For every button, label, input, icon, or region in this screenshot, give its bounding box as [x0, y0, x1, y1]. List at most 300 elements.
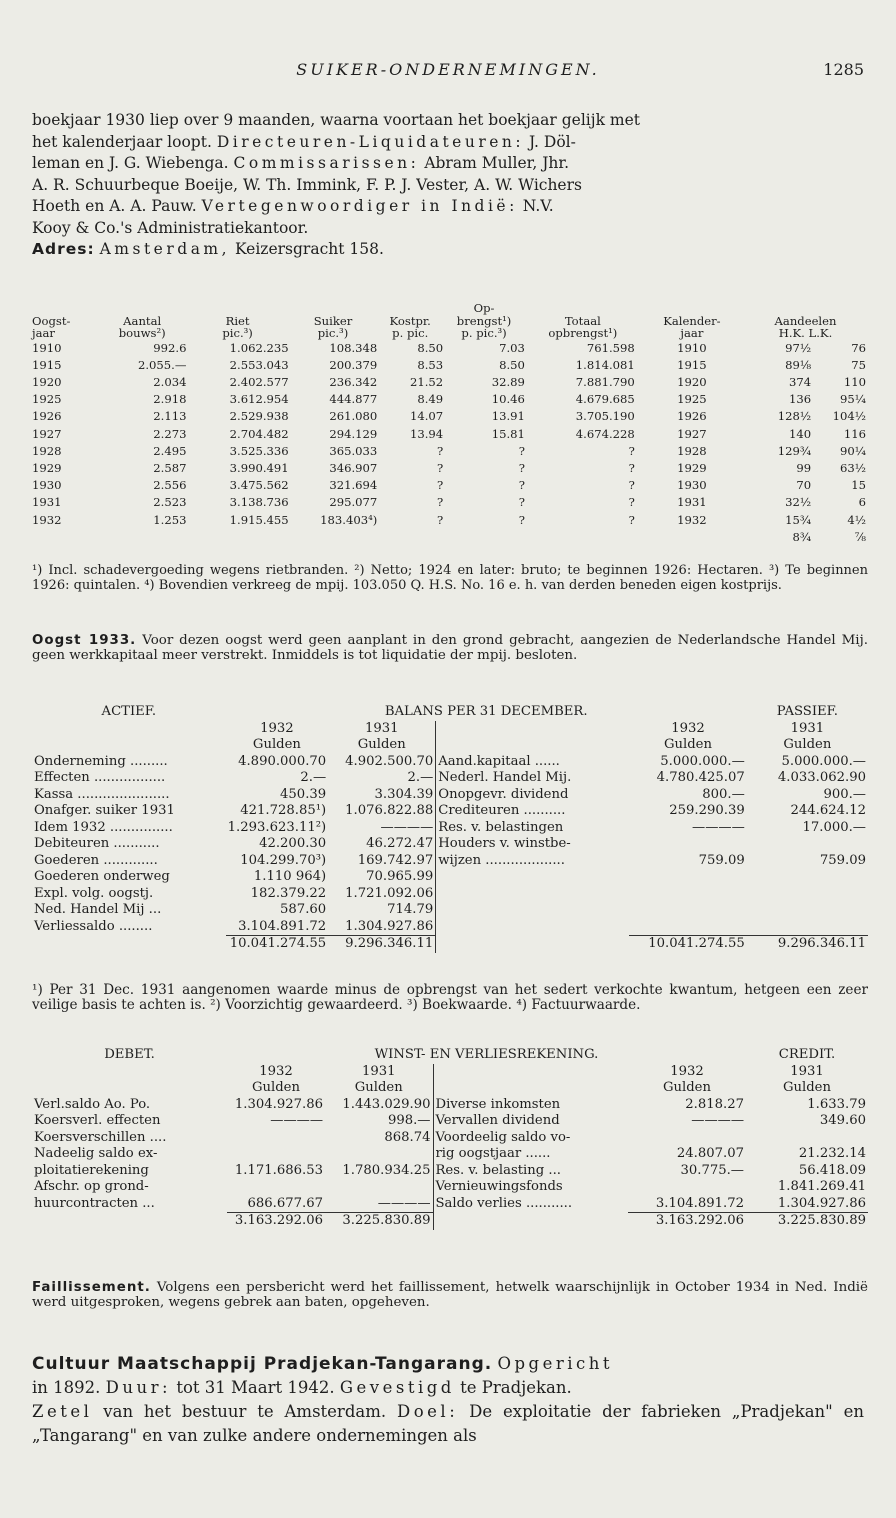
table-cell: 13.94	[409, 426, 444, 441]
blank	[436, 936, 629, 953]
production-table	[32, 302, 868, 546]
account-row	[32, 803, 868, 820]
blank	[433, 1080, 628, 1097]
account-label	[436, 902, 629, 919]
column-heading: 1932	[259, 1063, 293, 1079]
total-amount: 9.296.346.11	[747, 936, 868, 953]
totals-row	[32, 936, 868, 953]
table-cell: 136	[789, 392, 812, 407]
table-cell: 8.49	[417, 392, 444, 407]
table-row	[32, 512, 868, 529]
blank	[32, 1064, 227, 1081]
cultuur-line: Cultuur Maatschappij Pradjekan-Tangarang. Opgericht	[32, 1354, 614, 1374]
account-title: WINST- EN VERLIESREKENING.	[374, 1047, 599, 1062]
table-cell: 183.403⁴)	[320, 512, 378, 527]
account-amount	[747, 869, 868, 886]
table-cell: 1910	[32, 340, 62, 355]
production-footnotes: ¹) Incl. schadevergoeding wegens rietbranden. ²) Netto; 1924 en later: bruto; te beginnen 1926: Hectaren. ³) Te beginnen 1926: quintalen. ⁴) Bovendien verkreeg de mpij. 103.050 Q. H.S. No. 16 e. h. van derden beneden eigen kostprijs.	[32, 563, 868, 593]
intro-line: Hoeth en A. A. Pauw. Vertegenwoordiger in Indië: N.V.	[32, 197, 554, 215]
account-amount: 1.304.927.86	[234, 1096, 323, 1112]
account-label: Vervallen dividend	[433, 1113, 628, 1130]
table-cell: ?	[628, 460, 635, 475]
total-amount: 9.296.346.11	[328, 936, 436, 953]
table-cell: 21.52	[409, 374, 444, 389]
account-label: Ned. Handel Mij ...	[34, 902, 162, 917]
table-cell	[377, 529, 443, 546]
production-header-cell: Aantal bouws²)	[118, 313, 166, 340]
account-label: Effecten .................	[34, 770, 166, 785]
account-amount	[747, 919, 868, 936]
account-amount: 800.—	[702, 786, 745, 802]
table-cell: ⅞	[854, 529, 866, 544]
account-label: huurcontracten ...	[34, 1195, 155, 1211]
blank	[436, 721, 629, 738]
table-row	[32, 443, 868, 460]
table-cell	[186, 529, 288, 546]
account-label: Onderneming .........	[34, 753, 168, 769]
account-label	[436, 886, 629, 903]
currency-row	[32, 737, 868, 754]
table-cell: 75	[851, 357, 866, 372]
right-side-heading: CREDIT.	[778, 1047, 836, 1062]
table-cell: 1915	[32, 357, 62, 372]
column-heading: 1931	[790, 720, 825, 736]
table-cell: 104½	[832, 409, 866, 424]
table-cell: 992.6	[153, 340, 187, 355]
account-amount: 17.000.—	[802, 819, 866, 835]
account-amount: 4.033.062.90	[777, 770, 866, 785]
table-cell: 2.523	[153, 495, 187, 510]
column-heading: Gulden	[783, 737, 832, 752]
table-cell: 3.475.562	[229, 478, 289, 493]
intro-line: leman en J. G. Wiebenga. Commissarissen: Abram Muller, Jhr.	[32, 154, 570, 172]
column-heading: 1931	[790, 1063, 824, 1079]
table-row	[32, 529, 868, 546]
right-side-heading: PASSIEF.	[776, 704, 838, 719]
balance-footnotes: ¹) Per 31 Dec. 1931 aangenomen waarde minus de opbrengst van het sedert verkochte kwantum, hetgeen een zeer veilige basis te achten is. ²) Voorzichtig gewaardeerd. ³) Boekwaarde. ⁴) Factuurwaarde.	[32, 982, 868, 1013]
production-header-cell: Aandeelen H.K. L.K.	[774, 313, 837, 340]
total-amount: 3.225.830.89	[325, 1213, 433, 1230]
table-cell: ?	[436, 443, 444, 458]
account-label: Onopgevr. dividend	[436, 787, 629, 804]
account-amount: 998.—	[387, 1113, 431, 1128]
column-heading: 1932	[260, 720, 294, 736]
blank	[32, 1213, 227, 1230]
intro-line: A. R. Schuurbeque Boeije, W. Th. Immink, F. P. J. Vester, A. W. Wichers	[32, 175, 582, 194]
account-label: Nederl. Handel Mij.	[436, 770, 629, 787]
account-amount	[629, 902, 747, 919]
account-row	[32, 1113, 868, 1130]
production-header-cell: Op- brengst¹) p. pic.³)	[456, 301, 512, 340]
account-label: Idem 1932 ...............	[34, 819, 173, 835]
account-amount: 421.728.85¹)	[240, 803, 327, 818]
table-cell: 1930	[677, 478, 707, 493]
account-amount	[746, 1130, 868, 1147]
column-heading: 1932	[670, 1063, 704, 1079]
table-cell: 1910	[677, 340, 707, 355]
account-amount: 686.677.67	[247, 1195, 323, 1211]
table-cell: 15.81	[491, 426, 525, 441]
table-cell: 236.342	[329, 374, 378, 389]
account-label: Afschr. op grond-	[34, 1179, 149, 1194]
table-cell: ?	[436, 512, 444, 527]
account-amount	[629, 836, 747, 853]
account-row	[32, 836, 868, 853]
account-amount: 70.965.99	[366, 869, 434, 884]
table-row	[32, 460, 868, 477]
table-cell: 4.679.685	[575, 392, 635, 407]
table-cell: 2.704.482	[229, 426, 289, 441]
table-cell: 2.553.043	[229, 357, 289, 372]
address-line: Adres: Amsterdam, Keizersgracht 158.	[32, 240, 384, 258]
account-amount: 5.000.000.—	[660, 753, 745, 769]
account-amount: 42.200.30	[259, 836, 327, 851]
table-row	[32, 391, 868, 408]
account-amount: 759.09	[819, 852, 866, 868]
table-cell: 2.034	[153, 374, 187, 389]
account-amount: 1.721.092.06	[345, 885, 434, 901]
table-cell: 76	[851, 340, 866, 355]
account-amount	[325, 1179, 433, 1196]
account-amount: 259.290.39	[669, 803, 745, 818]
account-amount: ————	[270, 1113, 323, 1128]
blank	[32, 936, 226, 953]
table-cell: ?	[518, 478, 525, 493]
account-label: Vernieuwingsfonds	[433, 1179, 628, 1196]
table-cell: 1931	[677, 495, 707, 510]
account-label: rig oogstjaar ......	[433, 1146, 628, 1163]
table-cell: 4.674.228	[575, 426, 635, 441]
cultuur-paragraph	[32, 1352, 864, 1448]
table-cell: 2.055.—	[137, 357, 187, 372]
production-header-cell: Riet pic.³)	[222, 313, 253, 340]
account-amount: 759.09	[698, 852, 745, 868]
table-cell: 1.915.455	[229, 512, 289, 527]
table-cell: 6	[858, 495, 866, 510]
table-cell: 200.379	[329, 357, 378, 372]
account-amount	[629, 919, 747, 936]
account-label: Kassa ......................	[34, 786, 170, 802]
table-cell: 140	[789, 426, 812, 441]
account-amount: ————	[692, 819, 745, 835]
account-amount: 30.775.—	[680, 1162, 744, 1178]
table-cell: 1930	[32, 478, 62, 493]
table-cell: 374	[789, 374, 812, 389]
table-cell	[98, 529, 187, 546]
account-amount: 868.74	[384, 1129, 431, 1145]
account-amount: 2.818.27	[685, 1096, 744, 1112]
year-row	[32, 1064, 868, 1081]
table-cell: 128½	[777, 409, 812, 424]
table-cell: ?	[518, 512, 525, 527]
table-cell: 1932	[32, 512, 62, 527]
table-cell: 1928	[677, 443, 707, 458]
table-cell: 14.07	[409, 409, 444, 424]
table-cell: 1926	[32, 409, 62, 424]
account-label: Diverse inkomsten	[433, 1097, 628, 1114]
table-cell: 3.612.954	[229, 392, 289, 407]
account-label: Res. v. belasting ...	[433, 1163, 628, 1180]
table-cell: 1920	[677, 374, 707, 389]
table-cell: 3.138.736	[229, 495, 289, 510]
account-amount: 1.076.822.88	[345, 803, 434, 818]
account-amount: 1.304.927.86	[345, 918, 434, 934]
column-heading: 1931	[364, 720, 399, 736]
table-cell: 97½	[785, 340, 812, 355]
table-row	[32, 374, 868, 391]
account-title-row	[32, 1047, 868, 1064]
account-amount: 4.890.000.70	[238, 753, 327, 769]
table-cell: 1.253	[153, 512, 187, 527]
intro-line: het kalenderjaar loopt. Directeuren-Liquidateuren: J. Döl-	[32, 132, 576, 151]
table-cell: ?	[518, 495, 525, 510]
account-amount	[747, 886, 868, 903]
account-amount	[628, 1130, 746, 1147]
faillissement-paragraph: Faillissement. Volgens een persbericht werd het faillissement, hetwelk waarschijnlijk in October 1934 in Ned. Indië werd uitgesproken, wegens gebrek aan baten, opgeheven.	[32, 1280, 868, 1310]
total-amount: 3.225.830.89	[746, 1213, 868, 1230]
column-heading: Gulden	[664, 737, 712, 752]
table-cell: 15	[851, 478, 866, 493]
account-amount: 4.902.500.70	[345, 753, 434, 769]
table-cell: 2.556	[153, 478, 187, 493]
account-amount: 450.39	[280, 786, 327, 802]
account-label: Debiteuren ...........	[34, 836, 160, 851]
running-title: SUIKER-ONDERNEMINGEN.	[296, 60, 600, 79]
table-cell: 1927	[677, 426, 707, 441]
account-amount	[747, 902, 868, 919]
account-label: Koersverl. effecten	[34, 1113, 161, 1128]
currency-row	[32, 1080, 868, 1097]
table-cell: 1915	[677, 357, 707, 372]
account-amount: 104.299.70³)	[240, 852, 327, 868]
account-amount	[747, 836, 868, 853]
account-amount	[629, 886, 747, 903]
table-cell: 1.062.235	[229, 340, 289, 355]
table-cell: 129¾	[777, 443, 812, 458]
table-cell: 110	[843, 374, 866, 389]
account-amount: ————	[380, 819, 434, 835]
account-amount: ————	[377, 1195, 431, 1211]
table-cell	[289, 529, 378, 546]
account-label: Saldo verlies ...........	[433, 1196, 628, 1213]
column-heading: 1931	[361, 1063, 396, 1079]
account-amount: 1.443.029.90	[342, 1096, 431, 1112]
blank	[32, 1080, 227, 1097]
table-row	[32, 340, 868, 357]
account-amount: 56.418.09	[798, 1162, 866, 1178]
table-cell: 32½	[785, 495, 812, 510]
table-cell: 2.273	[153, 426, 187, 441]
production-header-row	[32, 302, 868, 340]
table-cell: ?	[518, 460, 525, 475]
account-label	[436, 919, 629, 936]
account-label: Koersverschillen ....	[34, 1129, 167, 1145]
account-amount: 46.272.47	[366, 836, 434, 851]
account-amount: 169.742.97	[357, 852, 434, 868]
account-label: Goederen onderweg	[34, 869, 170, 884]
account-amount: 1.633.79	[807, 1096, 866, 1112]
account-amount: 714.79	[387, 902, 434, 917]
account-amount: 1.304.927.86	[777, 1195, 866, 1211]
table-cell: ?	[628, 495, 635, 510]
account-amount: 1.841.269.41	[777, 1179, 866, 1194]
account-label: Crediteuren ..........	[436, 803, 629, 820]
account-amount: 3.104.891.72	[655, 1195, 744, 1211]
table-cell: 10.46	[491, 392, 525, 407]
production-header-cell: Kalender- jaar	[663, 313, 721, 340]
production-header-cell: Kostpr. p. pic.	[389, 313, 431, 340]
table-cell: 32.89	[491, 374, 525, 389]
page-number: 1285	[823, 60, 864, 79]
table-row	[32, 426, 868, 443]
account-label: Verl.saldo Ao. Po.	[34, 1096, 151, 1112]
account-amount: 244.624.12	[790, 803, 866, 818]
account-row	[32, 1130, 868, 1147]
blank	[433, 1064, 628, 1081]
table-row	[32, 408, 868, 425]
account-row	[32, 853, 868, 870]
account-amount: 182.379.22	[250, 885, 327, 901]
account-label: Onafger. suiker 1931	[34, 803, 175, 818]
account-amount: 2.—	[300, 770, 327, 785]
column-heading: Gulden	[663, 1080, 711, 1095]
blank	[436, 737, 629, 754]
table-cell: 1927	[32, 426, 62, 441]
table-cell: 1920	[32, 374, 62, 389]
account-amount	[629, 869, 747, 886]
table-cell: ?	[628, 443, 635, 458]
table-cell: 70	[796, 478, 812, 493]
intro-paragraph	[32, 110, 864, 261]
table-cell: 8¾	[792, 529, 812, 544]
production-header-cell: Totaal opbrengst¹)	[548, 313, 618, 340]
blank	[433, 1213, 628, 1230]
account-label: Aand.kapitaal ......	[436, 754, 629, 771]
account-label: Houders v. winstbe-	[436, 836, 629, 853]
account-label: Res. v. belastingen	[436, 820, 629, 837]
total-amount: 3.163.292.06	[227, 1213, 325, 1230]
account-row	[32, 1196, 868, 1213]
account-title-row	[32, 704, 868, 721]
account-row	[32, 787, 868, 804]
column-heading: Gulden	[783, 1080, 831, 1095]
account-row	[32, 820, 868, 837]
table-cell: 99	[796, 460, 812, 475]
table-row	[32, 357, 868, 374]
column-heading: 1932	[671, 720, 705, 736]
table-cell: 7.881.790	[575, 374, 635, 389]
table-cell: 1931	[32, 495, 62, 510]
intro-line: boekjaar 1930 liep over 9 maanden, waarna voortaan het boekjaar gelijk met	[32, 111, 640, 129]
account-label: Verliessaldo ........	[34, 918, 153, 934]
account-amount: 5.000.000.—	[781, 753, 866, 769]
production-header-cell: Oogst- jaar	[32, 313, 71, 340]
table-cell: 444.877	[329, 392, 378, 407]
production-header-cell: Suiker pic.³)	[313, 313, 353, 340]
blank	[32, 721, 226, 738]
table-cell: 89⅛	[785, 357, 812, 372]
table-cell: ?	[436, 478, 444, 493]
account-amount	[227, 1130, 325, 1147]
account-row	[32, 1097, 868, 1114]
table-cell: 8.50	[417, 340, 444, 355]
table-cell: 295.077	[329, 495, 378, 510]
table-cell: ?	[628, 512, 635, 527]
table-cell: 7.03	[499, 340, 525, 355]
left-side-heading: ACTIEF.	[101, 704, 157, 719]
account-amount: 2.—	[407, 770, 434, 785]
account-amount: ————	[691, 1113, 744, 1128]
account-amount: 349.60	[819, 1113, 866, 1128]
table-cell: 95¼	[840, 392, 866, 407]
total-amount: 3.163.292.06	[628, 1213, 746, 1230]
running-header	[0, 60, 896, 84]
table-row	[32, 494, 868, 511]
account-amount	[325, 1146, 433, 1163]
account-row	[32, 902, 868, 919]
table-cell: 2.918	[153, 392, 187, 407]
table-cell: 13.91	[491, 409, 525, 424]
table-cell: ?	[436, 495, 444, 510]
table-cell: 2.587	[153, 460, 187, 475]
account-amount: 24.807.07	[676, 1146, 744, 1161]
table-cell: 2.113	[153, 409, 187, 424]
year-row	[32, 721, 868, 738]
account-amount	[628, 1179, 746, 1196]
account-label: wijzen ...................	[436, 853, 629, 870]
account-amount: 1.171.686.53	[234, 1162, 323, 1178]
table-cell: 1926	[677, 409, 707, 424]
column-heading: Gulden	[252, 1080, 300, 1095]
total-amount: 10.041.274.55	[226, 936, 329, 953]
table-cell: 3.990.491	[229, 460, 289, 475]
table-cell: 63½	[840, 460, 866, 475]
table-cell: 2.495	[153, 443, 187, 458]
table-cell: 1929	[677, 460, 707, 475]
account-label: Goederen .............	[34, 852, 158, 868]
table-cell: 1932	[677, 512, 707, 527]
column-heading: Gulden	[357, 737, 406, 752]
table-cell	[443, 529, 525, 546]
column-heading: Gulden	[252, 737, 301, 752]
blank	[32, 737, 226, 754]
cultuur-line: in 1892. Duur: tot 31 Maart 1942. Gevestigd te Pradjekan.	[32, 1378, 572, 1397]
table-cell: 1925	[677, 392, 707, 407]
account-amount: 3.104.891.72	[238, 918, 327, 934]
oogst-1933-paragraph: Oogst 1933. Voor dezen oogst werd geen aanplant in den grond gebracht, aangezien de Nederlandsche Handel Mij. geen werkkapitaal meer verstrekt. Inmiddels is tot liquidatie der mpij. besloten.	[32, 633, 868, 663]
account-amount	[227, 1146, 325, 1163]
intro-line: Kooy & Co.'s Administratiekantoor.	[32, 218, 309, 237]
account-amount: 3.304.39	[374, 786, 434, 802]
table-cell: 261.080	[329, 409, 378, 424]
account-amount: 1.110 964)	[253, 869, 327, 884]
account-amount: 1.780.934.25	[342, 1162, 431, 1178]
table-cell	[32, 529, 98, 546]
table-cell: ?	[518, 443, 525, 458]
table-cell: 2.529.938	[229, 409, 289, 424]
table-cell: 346.907	[329, 460, 378, 475]
account-amount	[227, 1179, 325, 1196]
table-cell: 4½	[847, 512, 866, 527]
table-cell: 8.53	[417, 357, 444, 372]
table-cell	[641, 529, 743, 546]
account-amount: 900.—	[823, 786, 866, 802]
table-cell: 321.694	[329, 478, 378, 493]
account-amount: 1.293.623.11²)	[227, 819, 327, 835]
account-label: Expl. volg. oogstj.	[34, 885, 154, 901]
table-cell: 3.525.336	[229, 443, 289, 458]
table-cell: 15¾	[785, 512, 812, 527]
